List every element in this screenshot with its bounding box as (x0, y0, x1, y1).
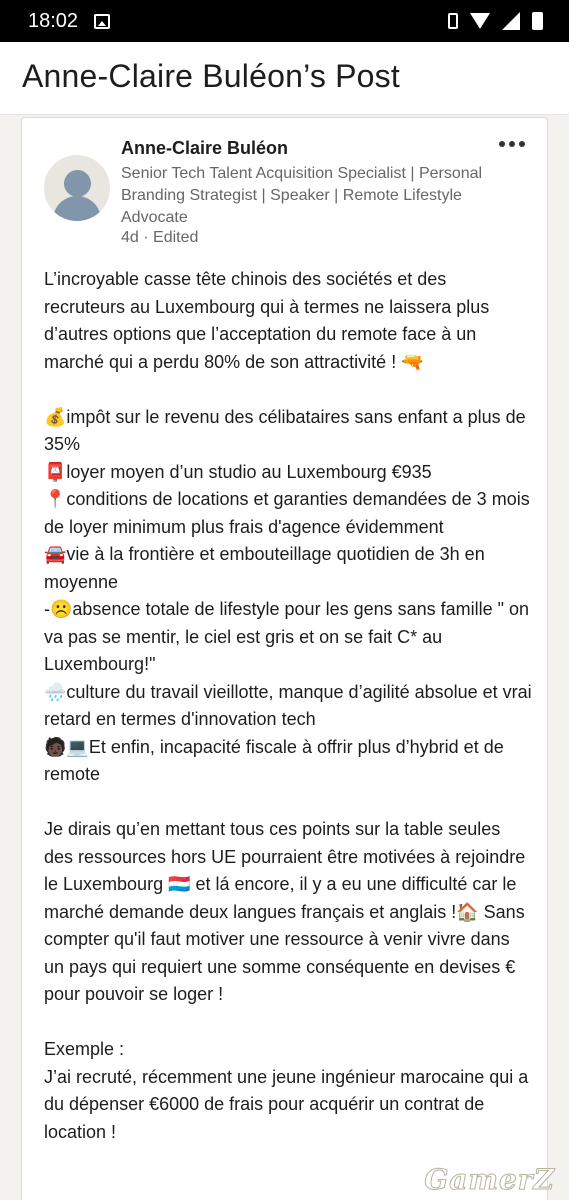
more-dot-icon (499, 141, 505, 147)
post-blank-line (44, 789, 532, 817)
post-line: 📍conditions de locations et garanties demandées de 3 mois de loyer minimum plus frais d'agence évidemment (44, 489, 530, 537)
post-line: L’incroyable casse tête chinois des sociétés et des recruteurs au Luxembourg qui à termes ne laissera plus d’autres options que l’acceptation du remote face à un marché qui a perdu 80% de son attractivité ! 🔫 (44, 269, 490, 372)
post-line: Exemple : (44, 1039, 125, 1059)
gallery-icon (94, 14, 110, 29)
post-meta: 4d · Edited (121, 229, 199, 246)
author-name[interactable]: Anne-Claire Buléon (121, 138, 289, 158)
vibrate-icon (448, 13, 458, 29)
status-icons (448, 12, 543, 30)
wifi-icon (470, 13, 490, 29)
post-blank-line (44, 1009, 532, 1037)
avatar-head-shape (64, 170, 91, 197)
post-line: 🚘vie à la frontière et embouteillage quotidien de 3h en moyenne (44, 544, 485, 592)
avatar[interactable] (44, 155, 110, 221)
post-line: Je dirais qu’en mettant tous ces points sur la table seules des ressources hors UE pourraient être motivées à rejoindre le Luxembourg 🇱🇺 et lá encore, il y a eu une difficulté car le marché demande deux langues français et anglais !🏠 Sans compter qu'il faut motiver une ressource à venir vivre dans un pays qui requiert une somme conséquente en devises € pour pouvoir se loger ! (44, 819, 526, 1004)
page-title: Anne-Claire Buléon’s Post (22, 58, 400, 94)
more-dot-icon (509, 141, 515, 147)
watermark: GamerZ (424, 1163, 555, 1196)
post-body (44, 266, 532, 1146)
post-line: 📮loyer moyen d’un studio au Luxembourg €935 (44, 461, 432, 482)
post-line: J’ai recruté, récemment une jeune ingénieur marocaine qui a du dépenser €6000 de frais pour acquérir un contrat de location ! (44, 1066, 529, 1142)
post-card (21, 117, 548, 1200)
battery-icon (532, 12, 543, 30)
post-line: 🌧️culture du travail vieillotte, manque d’agilité absolue et vrai retard en termes d'innovation tech (44, 681, 532, 729)
post-line: -☹️absence totale de lifestyle pour les gens sans famille " on va pas se mentir, le ciel est gris et on se fait C* au Luxembourg!" (44, 599, 530, 674)
more-options-button[interactable] (497, 136, 527, 152)
post-blank-line (44, 376, 532, 404)
status-time: 18:02 (28, 9, 79, 32)
status-bar (0, 0, 569, 42)
page-header (0, 42, 569, 115)
post-line: 🧑🏿💻Et enfin, incapacité fiscale à offrir plus d’hybrid et de remote (44, 736, 504, 784)
more-dot-icon (519, 141, 525, 147)
avatar-body-shape (53, 196, 101, 221)
post-line: 💰impôt sur le revenu des célibataires sans enfant a plus de 35% (44, 406, 526, 454)
cellular-icon (502, 12, 520, 30)
author-headline: Senior Tech Talent Acquisition Specialist | Personal Branding Strategist | Speaker | Remote Lifestyle Advocate (121, 165, 483, 226)
